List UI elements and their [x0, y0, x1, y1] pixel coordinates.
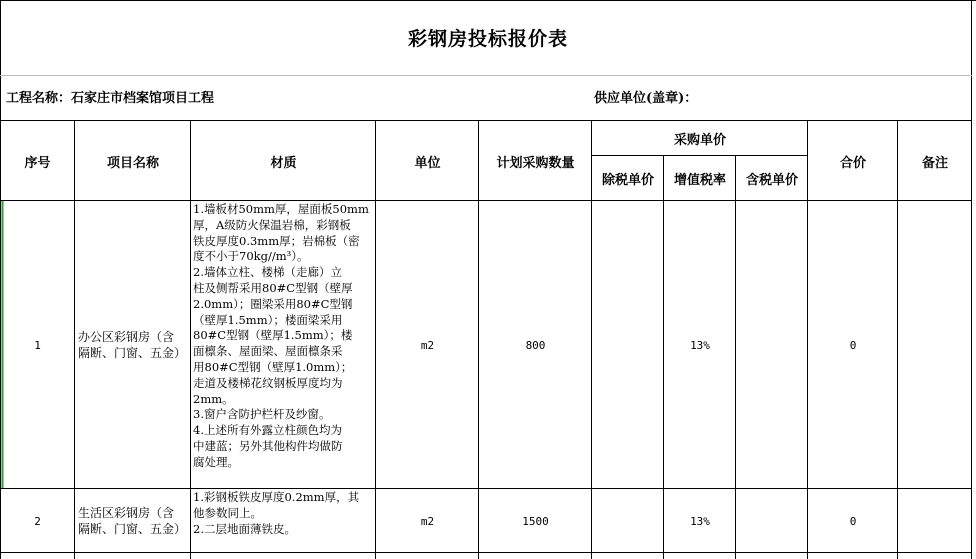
header-unit: 单位 — [414, 155, 441, 171]
row-vat-rate[interactable]: 13% — [690, 514, 710, 528]
header-index: 序号 — [24, 155, 51, 171]
row-item-name[interactable]: 生活区彩钢房（含隔断、门窗、五金） — [78, 506, 187, 536]
header-unit-price-group: 采购单价 — [673, 133, 726, 148]
sheet-title: 彩钢房投标报价表 — [407, 28, 568, 50]
header-vat-rate: 增值税率 — [673, 173, 726, 188]
row-unit[interactable]: m2 — [420, 514, 435, 528]
row-planned-qty[interactable]: 1500 — [522, 514, 549, 528]
header-material: 材质 — [270, 155, 297, 171]
row-price-incl-tax[interactable] — [736, 489, 808, 553]
row-index[interactable]: 1 — [34, 338, 41, 352]
row-material[interactable]: 1.彩钢板铁皮厚度0.2mm厚，其 他参数同上。 2.二层地面薄铁皮。 — [193, 490, 360, 536]
header-remarks: 备注 — [921, 155, 948, 171]
row-unit[interactable]: m2 — [420, 338, 435, 352]
row-total[interactable]: 0 — [849, 514, 857, 528]
project-name-label: 工程名称：石家庄市档案馆项目工程 — [6, 91, 215, 106]
row-item-name[interactable]: 办公区彩钢房（含隔断、门窗、五金） — [78, 330, 187, 360]
row-price-excl-tax[interactable] — [592, 201, 664, 489]
row-price-incl-tax[interactable] — [736, 201, 808, 489]
row-index[interactable]: 2 — [34, 514, 41, 528]
header-price-excl-tax: 除税单价 — [601, 173, 654, 188]
row-remarks[interactable] — [898, 201, 972, 489]
header-item-name: 项目名称 — [106, 155, 159, 171]
row-total[interactable]: 0 — [849, 338, 857, 352]
row-material[interactable]: 1.墙板材50mm厚，屋面板50mm 厚，A级防火保温岩棉，彩钢板 铁皮厚度0.3mm厚；岩棉板（密 度不小于70kg//m³）。 2.墙体立柱、楼梯（走廊）立 柱及侧帮采用80#C型钢（壁厚 2.0mm）；圈梁采用80#C型钢 （壁厚1.5mm）；楼面梁采用 80#C型钢（壁厚1.5mm）；楼 面檩条、屋面梁、屋面檩条采 用80#C型钢（壁厚1.0mm）； 走道及楼梯花纹钢板厚度均为 2mm。 3.窗户含防护栏杆及纱窗。 4.上述所有外露立柱颜色均为 中建蓝；另外其他构件均做防 腐处理。 — [193, 202, 369, 469]
header-price-incl-tax: 含税单价 — [745, 173, 798, 188]
header-planned-qty: 计划采购数量 — [496, 155, 575, 171]
row-vat-rate[interactable]: 13% — [690, 338, 710, 352]
supplier-label: 供应单位(盖章)： — [594, 91, 698, 106]
header-total: 合价 — [839, 155, 866, 171]
row-remarks[interactable] — [898, 489, 972, 553]
row-planned-qty[interactable]: 800 — [525, 338, 546, 352]
row-price-excl-tax[interactable] — [592, 489, 664, 553]
